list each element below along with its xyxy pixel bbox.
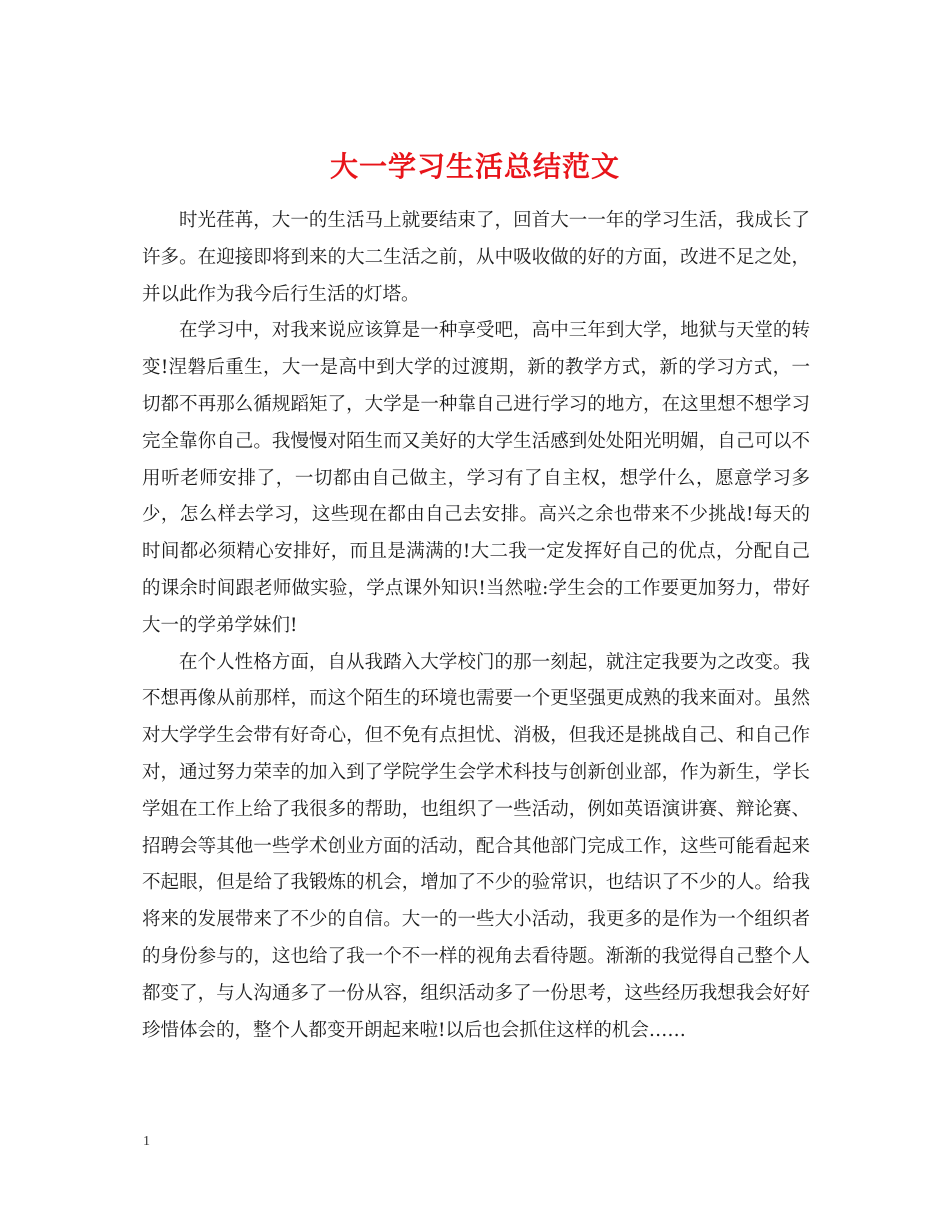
page-number: 1 [143,1134,150,1149]
paragraph-study: 在学习中，对我来说应该算是一种享受吧，高中三年到大学，地狱与天堂的转变!涅磐后重生，大一是高中到大学的过渡期，新的教学方式，新的学习方式，一切都不再那么循规蹈矩了，大学是一种靠自己进行学习的地方，在这里想不想学习完全靠你自己。我慢慢对陌生而又美好的大学生活感到处处阳光明媚，自己可以不用听老师安排了，一切都由自己做主，学习有了自主权，想学什么，愿意学习多少，怎么样去学习，这些现在都由自己去安排。高兴之余也带来不少挑战!每天的时间都必须精心安排好，而且是满满的!大二我一定发挥好自己的优点，分配自己的课余时间跟老师做实验，学点课外知识!当然啦:学生会的工作要更加努力，带好大一的学弟学妹们! [142,320,810,636]
document-title: 大一学习生活总结范文 [329,149,620,183]
paragraph-intro: 时光荏苒，大一的生活马上就要结束了，回首大一一年的学习生活，我成长了许多。在迎接即将到来的大二生活之前，从中吸收做的好的方面，改进不足之处，并以此作为我今后行生活的灯塔。 [142,210,810,305]
document-body [142,203,810,1049]
paragraph-personality: 在个人性格方面，自从我踏入大学校门的那一刻起，就注定我要为之改变。我不想再像从前那样，而这个陌生的环境也需要一个更坚强更成熟的我来面对。虽然对大学学生会带有好奇心，但不免有点担忧、消极，但我还是挑战自己、和自己作对，通过努力荣幸的加入到了学院学生会学术科技与创新创业部，作为新生，学长学姐在工作上给了我很多的帮助，也组织了一些活动，例如英语演讲赛、辩论赛、招聘会等其他一些学术创业方面的活动，配合其他部门完成工作，这些可能看起来不起眼，但是给了我锻炼的机会，增加了不少的验常识，也结识了不少的人。给我将来的发展带来了不少的自信。大一的一些大小活动，我更多的是作为一个组织者的身份参与的，这也给了我一个不一样的视角去看待题。渐渐的我觉得自己整个人都变了，与人沟通多了一份从容，组织活动多了一份思考，这些经历我想我会好好珍惜体会的，整个人都变开朗起来啦!以后也会抓住这样的机会…… [142,651,810,1041]
